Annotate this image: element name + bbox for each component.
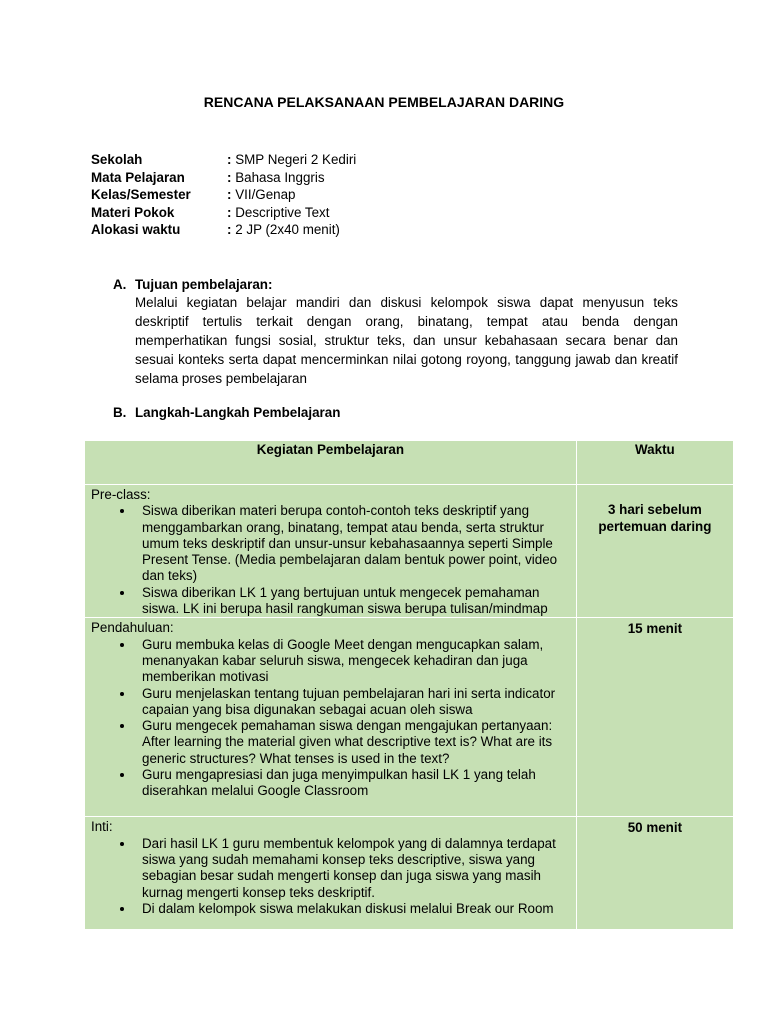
section-heading-text: Tujuan pembelajaran: [135,277,273,292]
activity-cell [85,618,577,817]
section-steps [113,404,340,421]
header-activity: Kegiatan Pembelajaran [85,441,577,485]
info-colon: : [227,204,232,220]
time-cell [576,817,733,930]
time-cell [576,485,733,618]
identity-block [91,151,356,239]
learning-steps-table [84,440,734,930]
time-value: 50 menit [627,820,683,836]
info-row-subject [91,169,356,187]
phase-label: Pre-class: [91,487,151,502]
table-row [85,485,734,618]
activity-cell [85,485,577,618]
info-row-class [91,186,356,204]
table-row [85,817,734,930]
list-item: • Guru mengapresiasi dan juga menyimpulkan hasil LK 1 yang telah diserahkan melalui Google Classroom [135,767,570,800]
section-heading [113,276,678,293]
info-row-school [91,151,356,169]
info-value: Descriptive Text [235,204,330,220]
list-item: • Guru menjelaskan tentang tujuan pembelajaran hari ini serta indicator capaian yang bisa digunakan sebagai acuan oleh siswa [135,686,570,719]
list-item: • Siswa diberikan materi berupa contoh-contoh teks deskriptif yang menggambarkan orang, binatang, tempat atau benda, serta struktur umum teks deskriptif dan unsur-unsur kebahasaannya seperti Simple Present Tense. (Media pembelajaran dalam bentuk power point, video dan teks) [135,503,570,584]
info-value: 2 JP (2x40 menit) [235,222,340,238]
info-value: SMP Negeri 2 Kediri [235,152,357,167]
info-label: Kelas/Semester [91,187,191,203]
activity-list [91,503,570,617]
activity-list [91,836,570,917]
info-label: Sekolah [91,152,143,167]
section-heading [113,404,340,421]
info-colon: : [227,169,232,185]
info-label: Materi Pokok [91,204,175,220]
list-item: • Siswa diberikan LK 1 yang bertujuan untuk mengecek pemahaman siswa. LK ini berupa hasil rangkuman siswa berupa tulisan/mindmap [135,585,570,618]
phase-label: Inti: [91,819,113,835]
info-label: Mata Pelajaran [91,169,185,185]
section-objectives [113,276,678,388]
objectives-paragraph: Melalui kegiatan belajar mandiri dan diskusi kelompok siswa dapat menyusun teks deskriptif tertulis terkait dengan orang, binatang, tempat atau benda dengan memperhatikan fungsi sosial, struktur teks, dan unsur kebahasaan secara benar dan sesuai konteks serta dapat mencerminkan nilai gotong royong, tanggung jawab dan kreatif selama proses pembelajaran [135,295,678,386]
header-time: Waktu [576,441,733,485]
activity-list [91,637,570,800]
info-value: VII/Genap [235,187,296,203]
info-value: Bahasa Inggris [235,169,325,185]
document-title: RENCANA PELAKSANAAN PEMBELAJARAN DARING [203,94,565,110]
list-item: • Dari hasil LK 1 guru membentuk kelompok yang di dalamnya terdapat siswa yang sudah memahami konsep teks descriptive, siswa yang sebagian besar sudah mengerti konsep dan juga siswa yang masih kurnag mengerti konsep teks deskriptif. [135,836,570,901]
time-value: 15 menit [627,621,683,637]
info-colon: : [227,152,232,167]
list-item: • Di dalam kelompok siswa melakukan diskusi melalui Break our Room [135,901,570,917]
time-value: 3 hari sebelum pertemuan daring [598,502,712,534]
table-header-row [85,441,734,485]
info-colon: : [227,187,232,203]
list-item: • Guru mengecek pemahaman siswa dengan mengajukan pertanyaan: After learning the material given what descriptive text is? What are its generic structures? What tenses is used in the text? [135,718,570,767]
section-letter: B. [113,405,127,420]
info-row-topic [91,204,356,222]
section-letter: A. [113,277,127,292]
time-cell [576,618,733,817]
info-colon: : [227,222,232,238]
info-label: Alokasi waktu [91,222,181,238]
activity-cell [85,817,577,930]
list-item: • Guru membuka kelas di Google Meet dengan mengucapkan salam, menanyakan kabar seluruh siswa, mengecek kehadiran dan juga memberikan motivasi [135,637,570,686]
section-heading-text: Langkah-Langkah Pembelajaran [135,405,341,420]
table-row [85,618,734,817]
info-row-time [91,221,356,239]
phase-label: Pendahuluan: [91,620,174,636]
